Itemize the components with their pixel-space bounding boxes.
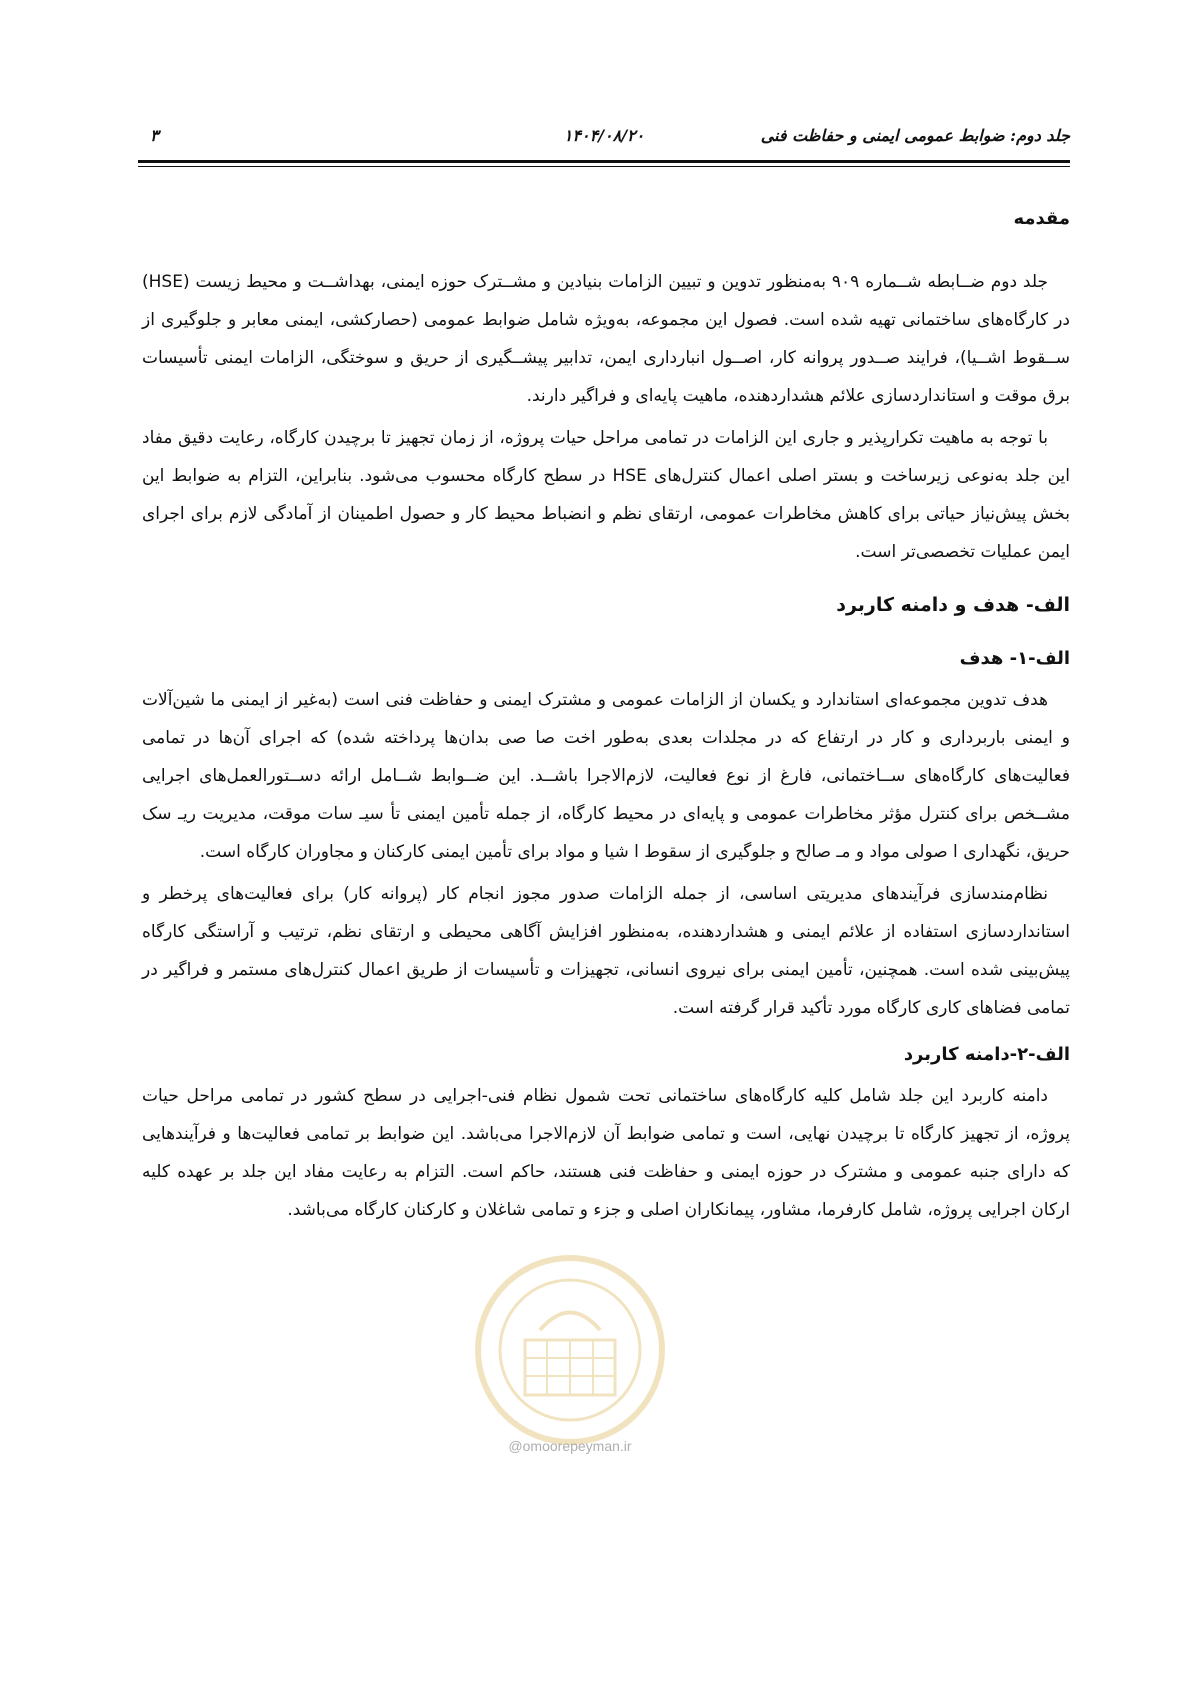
intro-heading: مقدمه: [1013, 208, 1070, 229]
goal-paragraph: نظام‌مندسازی فرآیندهای مدیریتی اساسی، از جمله الزامات صدور مجوز انجام کار (پروانه کار) برای فعالیت‌های پرخطر و استانداردسازی استفاده از علائم ایمنی و هشداردهنده، به‌منظور افزایش آگاهی محیطی و ارتقای نظم، ترتیب و آراستگی کارگاه پیش‌بینی شده است. همچنین، تأمین ایمنی برای نیروی انسانی، تجهیزات و تأسیسات از طریق اعمال کنترل‌های مستمر و فراگیر در تمامی فضاهای کاری کارگاه مورد تأکید قرار گرفته است.: [142, 884, 1070, 1018]
goal-paragraph: هدف تدوین مجموعه‌ای استاندارد و یکسان از الزامات عمومی و مشترک ایمنی و حفاظت فنی است (به‌غیر از ایمنی ما شین‌آلات و ایمنی باربرداری و کار در ارتفاع که در مجلدات بعدی به‌طور اخت صا صی بدان‌ها پرداخته شده) که اجرای آن‌ها در تمامی فعالیت‌های کارگاه‌های ســاختمانی، فارغ از نوع فعالیت، لازم‌الاجرا باشــد. این ضــوابط شــامل ارائه دســتورالعمل‌های اجرایی مشــخص برای کنترل مؤثر مخاطرات عمومی و پایه‌ای در محیط کارگاه، از جمله تأمین ایمنی تأ سیـ سات موقت، مدیریت ریـ سک حریق، نگهداری ا صولی مواد و مـ صالح و جلوگیری از سقوط ا شیا و مواد برای تأمین ایمنی کارکنان و مجاوران کارگاه است.: [142, 690, 1070, 862]
header-rule-thick: [138, 160, 1070, 163]
header-title: جلد دوم: ضوابط عمومی ایمنی و حفاظت فنی: [760, 126, 1070, 145]
watermark-text: @omoorepeyman.ir: [508, 1438, 632, 1454]
header-date: ۱۴۰۴/۰۸/۲۰: [563, 126, 645, 145]
intro-paragraph: با توجه به ماهیت تکرارپذیر و جاری این الزامات در تمامی مراحل حیات پروژه، از زمان تجهیز تا برچیدن کارگاه، رعایت دقیق مفاد این جلد به‌نوعی زیرساخت و بستر اصلی اعمال کنترل‌های HSE در سطح کارگاه محسوب می‌شود. بنابراین، التزام به ضوابط این بخش پیش‌نیاز حیاتی برای کاهش مخاطرات عمومی، ارتقای نظم و انضباط محیط کار و حصول اطمینان از آمادگی لازم برای اجرای ایمن عملیات تخصصی‌تر است.: [142, 428, 1070, 562]
header-rule-thin: [138, 166, 1070, 167]
page-number: ۳: [150, 126, 159, 145]
watermark-logo-icon: [470, 1250, 670, 1460]
intro-paragraph: جلد دوم ضــابطه شــماره ۹۰۹ به‌منظور تدوین و تبیین الزامات بنیادین و مشــترک حوزه ایمنی، بهداشــت و محیط زیست (HSE) در کارگاه‌های ساختمانی تهیه شده است. فصول این مجموعه، به‌ویژه شامل ضوابط عمومی (حصارکشی، ایمنی معابر و جلوگیری از ســقوط اشــیا)، فرایند صــدور پروانه کار، اصــول انبارداری ایمن، تدابیر پیشــگیری از حریق و سوختگی، الزامات ایمنی تأسیسات برق موقت و استانداردسازی علائم هشداردهنده، ماهیت پایه‌ای و فراگیر دارند.: [142, 272, 1070, 406]
section-heading: الف- هدف و دامنه کاربرد: [836, 594, 1070, 616]
subsection-heading-scope: الف-۲-دامنه کاربرد: [903, 1044, 1070, 1065]
subsection-heading-goal: الف-۱- هدف: [959, 648, 1070, 669]
document-body: [142, 205, 1070, 1229]
page-header: [138, 126, 1070, 160]
scope-paragraph: دامنه کاربرد این جلد شامل کلیه کارگاه‌های ساختمانی تحت شمول نظام فنی-اجرایی در سطح کشور در تمامی مراحل حیات پروژه، از تجهیز کارگاه تا برچیدن نهایی، است و تمامی ضوابط آن لازم‌الاجرا می‌باشد. این ضوابط بر تمامی فعالیت‌ها و فرآیندهایی که دارای جنبه عمومی و مشترک در حوزه ایمنی و حفاظت فنی هستند، حاکم است. التزام به رعایت مفاد این جلد بر عهده کلیه ارکان اجرایی پروژه، شامل کارفرما، مشاور، پیمانکاران اصلی و جزء و تمامی شاغلان و کارکنان کارگاه می‌باشد.: [142, 1086, 1070, 1220]
